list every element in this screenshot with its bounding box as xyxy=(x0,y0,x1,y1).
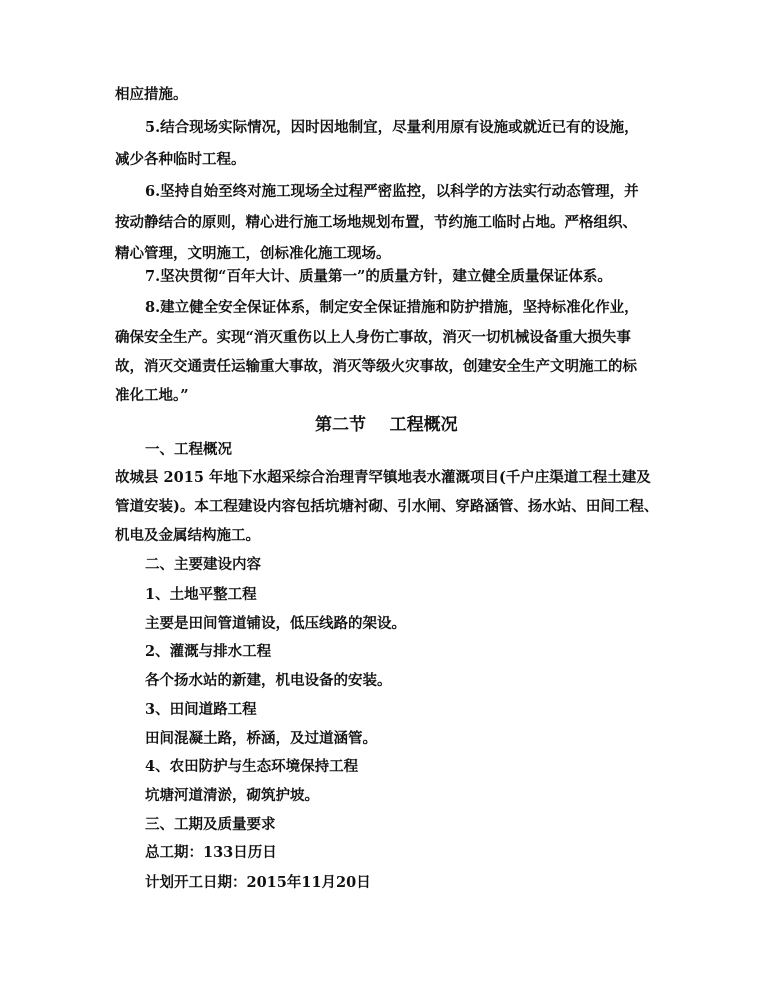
text-line: 5.结合现场实际情况，因时因地制宜，尽量利用原有设施或就近已有的设施， xyxy=(145,119,639,136)
text-line: 机电及金属结构施工。 xyxy=(115,527,260,544)
text-line: 坑塘河道清淤，砌筑护坡。 xyxy=(145,787,319,804)
text-line: 三、工期及质量要求 xyxy=(145,816,276,833)
text-line: 相应措施。 xyxy=(115,86,188,103)
text-line: 一、工程概况 xyxy=(145,441,232,458)
text-line: 准化工地。” xyxy=(115,387,189,404)
text-line: 二、主要建设内容 xyxy=(145,556,261,573)
text-line: 4、农田防护与生态环境保持工程 xyxy=(145,758,359,775)
text-line: 管道安装)。本工程建设内容包括坑塘衬砌、引水闸、穿路涵管、扬水站、田间工程、 xyxy=(115,498,659,515)
text-line: 故城县 2015 年地下水超采综合治理青罕镇地表水灌溉项目(千户庄渠道工程土建及 xyxy=(115,469,651,486)
text-line: 计划开工日期：2015年11月20日 xyxy=(145,874,371,891)
text-line: 1、土地平整工程 xyxy=(145,586,257,603)
text-line: 3、田间道路工程 xyxy=(145,701,257,718)
text-line: 故，消灭交通责任运输重大事故，消灭等级火灾事故，创建安全生产文明施工的标 xyxy=(115,358,637,375)
text-line: 田间混凝土路，桥涵，及过道涵管。 xyxy=(145,730,377,747)
text-line: 2、灌溉与排水工程 xyxy=(145,643,272,660)
text-line: 8.建立健全安全保证体系，制定安全保证措施和防护措施，坚持标准化作业， xyxy=(145,299,639,316)
text-line: 主要是田间管道铺设，低压线路的架设。 xyxy=(145,615,406,632)
text-line: 7.坚决贯彻“百年大计、质量第一”的质量方针，建立健全质量保证体系。 xyxy=(145,268,612,285)
text-line: 确保安全生产。实现“消灭重伤以上人身伤亡事故，消灭一切机械设备重大损失事 xyxy=(115,329,631,346)
text-line: 按动静结合的原则，精心进行施工场地规划布置，节约施工临时占地。严格组织、 xyxy=(115,214,637,231)
text-line: 减少各种临时工程。 xyxy=(115,151,246,168)
text-line: 总工期：133日历日 xyxy=(145,844,277,861)
text-line: 各个扬水站的新建，机电设备的安装。 xyxy=(145,672,392,689)
text-line: 6.坚持自始至终对施工现场全过程严密监控，以科学的方法实行动态管理，并 xyxy=(145,183,639,200)
text-line: 精心管理，文明施工，创标准化施工现场。 xyxy=(115,245,391,262)
section-title: 第二节 工程概况 xyxy=(315,415,458,435)
